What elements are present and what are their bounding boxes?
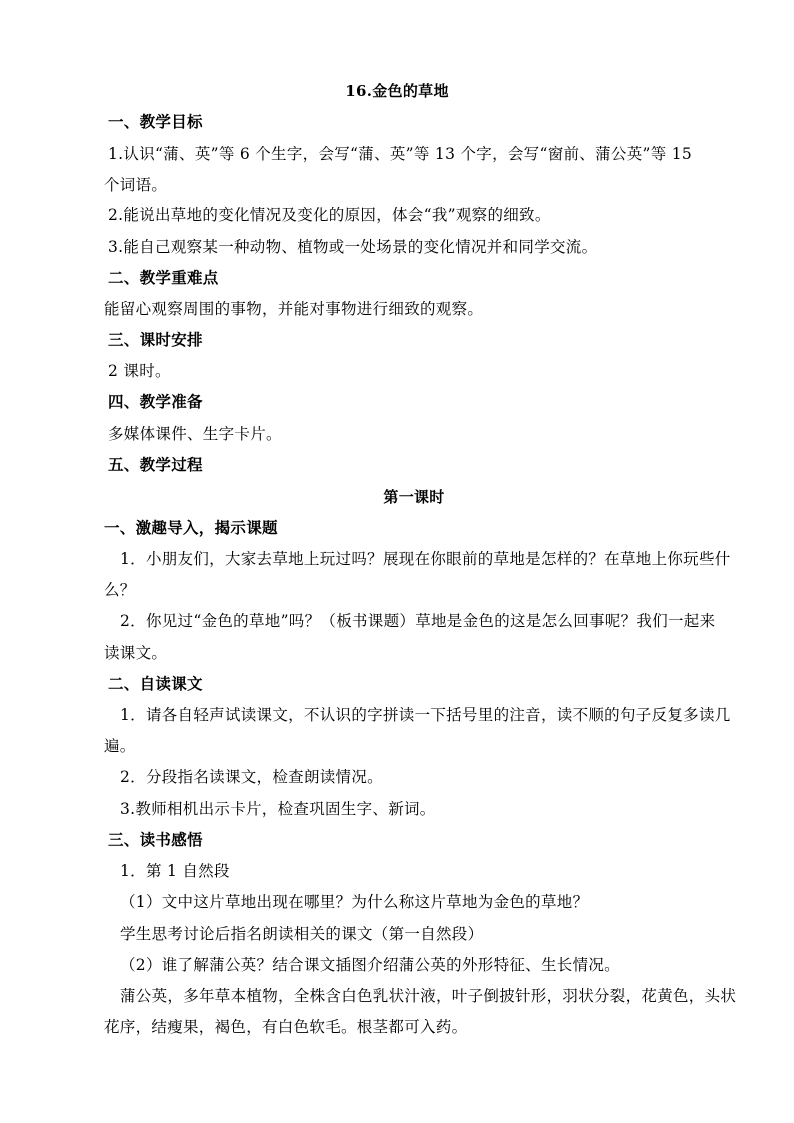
part-3-paragraph-label: 1．第 1 自然段 [120,862,230,880]
schedule-heading: 三、课时安排 [108,330,203,349]
part-3-question-1: （1）文中这片草地出现在哪里？为什么称这片草地为金色的草地？ [120,893,589,911]
part-1-question-1-line-1: 1．小朋友们，大家去草地上玩过吗？展现在你眼前的草地是怎样的？在草地上你玩些什 [120,550,731,568]
part-2-item-3: 3.教师相机出示卡片，检查巩固生字、新词。 [120,800,436,818]
goal-1-line-2: 个词语。 [104,176,168,194]
keypoints-heading: 二、教学重难点 [108,268,219,287]
goal-2: 2.能说出草地的变化情况及变化的原因，体会“我”观察的细致。 [108,206,551,224]
prep-text: 多媒体课件、生字卡片。 [108,425,282,443]
part-3-question-2: （2）谁了解蒲公英？结合课文插图介绍蒲公英的外形特征、生长情况。 [120,956,620,974]
schedule-text: 2 课时。 [108,362,171,380]
part-2-heading: 二、自读课文 [108,674,203,693]
part-2-item-2: 2．分段指名读课文，检查朗读情况。 [120,768,383,786]
prep-heading: 四、教学准备 [108,392,203,411]
page-title: 16.金色的草地 [345,82,449,100]
process-heading: 五、教学过程 [108,455,203,474]
part-3-description-line-1: 蒲公英，多年草本植物，全株含白色乳状汁液，叶子倒披针形，羽状分裂，花黄色，头状 [120,987,737,1005]
part-1-question-2-line-2: 读课文。 [104,644,168,662]
part-2-item-1-line-2: 遍。 [104,737,136,755]
goal-1-line-1: 1.认识“蒲、英”等 6 个生字，会写“蒲、英”等 13 个字，会写“窗前、蒲公英”等 15 [108,145,693,163]
part-3-heading: 三、读书感悟 [108,830,203,849]
goal-3: 3.能自己观察某一种动物、植物或一处场景的变化情况并和同学交流。 [108,238,598,256]
part-3-question-1-answer: 学生思考讨论后指名朗读相关的课文（第一自然段） [120,925,484,943]
keypoints-text: 能留心观察周围的事物，并能对事物进行细致的观察。 [104,300,484,318]
part-1-question-2-line-1: 2．你见过“金色的草地”吗？（板书课题）草地是金色的这是怎么回事呢？我们一起来 [120,612,716,630]
part-3-description-line-2: 花序，结瘦果，褐色，有白色软毛。根茎都可入药。 [104,1018,468,1036]
part-2-item-1-line-1: 1．请各自轻声试读课文，不认识的字拼读一下括号里的注音，读不顺的句子反复多读几 [120,706,731,724]
goals-heading: 一、教学目标 [108,112,203,131]
lesson-1-heading: 第一课时 [383,488,445,506]
part-1-heading: 一、激趣导入，揭示课题 [104,518,278,537]
part-1-question-1-line-2: 么？ [104,581,136,599]
